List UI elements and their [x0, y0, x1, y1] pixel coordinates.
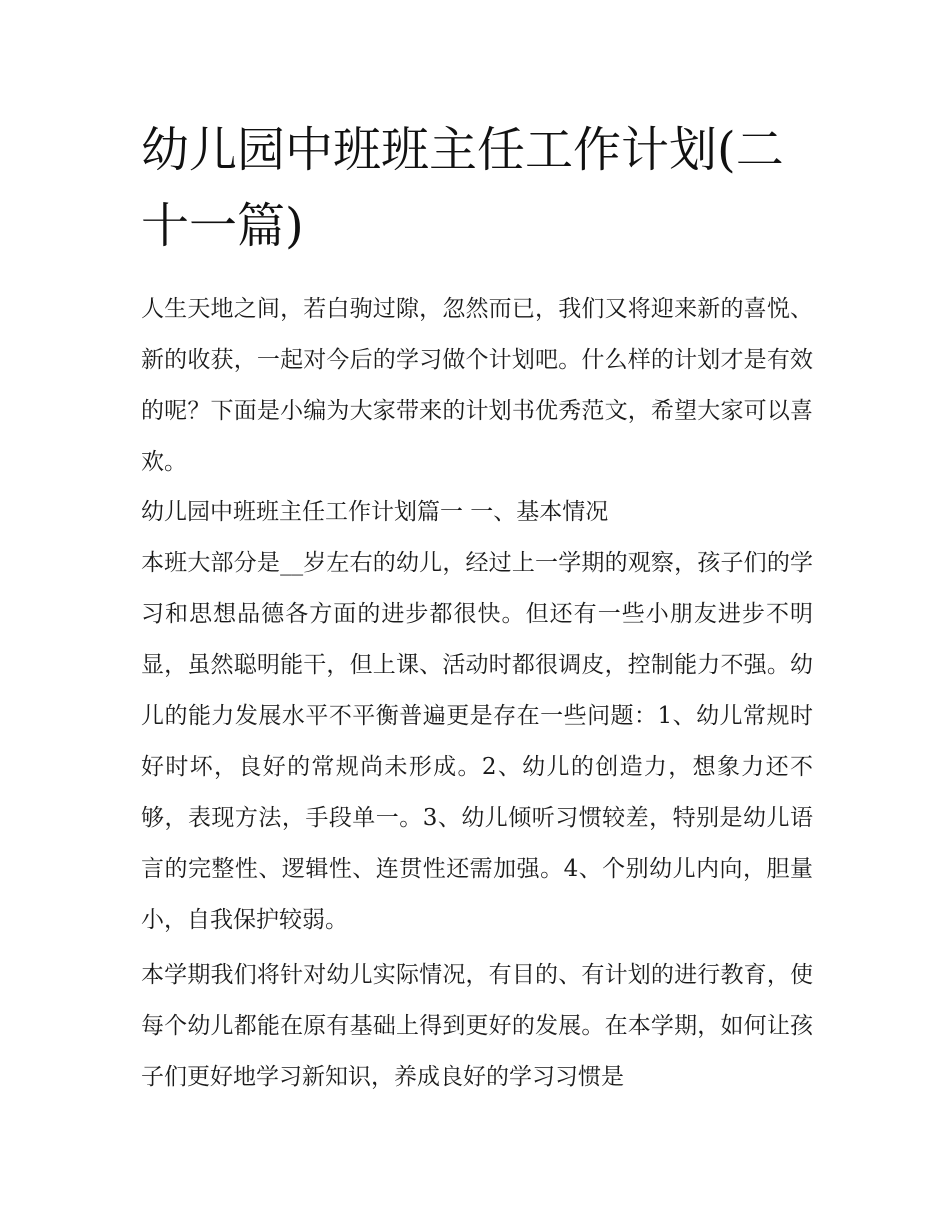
document-body [141, 112, 813, 1103]
intro-paragraph: 人生天地之间，若白驹过隙，忽然而已，我们又将迎来新的喜悦、新的收获，一起对今后的学习做个计划吧。什么样的计划才是有效的呢？下面是小编为大家带来的计划书优秀范文，希望大家可以喜欢。 [141, 296, 813, 475]
body-paragraph-1: 本班大部分是__岁左右的幼儿，经过上一学期的观察，孩子们的学习和思想品德各方面的进步都很快。但还有一些小朋友进步不明显，虽然聪明能干，但上课、活动时都很调皮，控制能力不强。幼儿的能力发展水平不平衡普遍更是存在一些问题：1、幼儿常规时好时坏，良好的常规尚未形成。2、幼儿的创造力，想象力还不够，表现方法，手段单一。3、幼儿倾听习惯较差，特别是幼儿语言的完整性、逻辑性、连贯性还需加强。4、个别幼儿内向，胆量小，自我保护较弱。 [141, 550, 813, 933]
section-heading: 幼儿园中班班主任工作计划篇一 一、基本情况 [141, 499, 609, 525]
body-paragraph-2: 本学期我们将针对幼儿实际情况，有目的、有计划的进行教育，使每个幼儿都能在原有基础上得到更好的发展。在本学期，如何让孩子们更好地学习新知识，养成良好的学习习惯是 [141, 962, 813, 1090]
document-title: 幼儿园中班班主任工作计划(二十一篇) [141, 122, 784, 254]
